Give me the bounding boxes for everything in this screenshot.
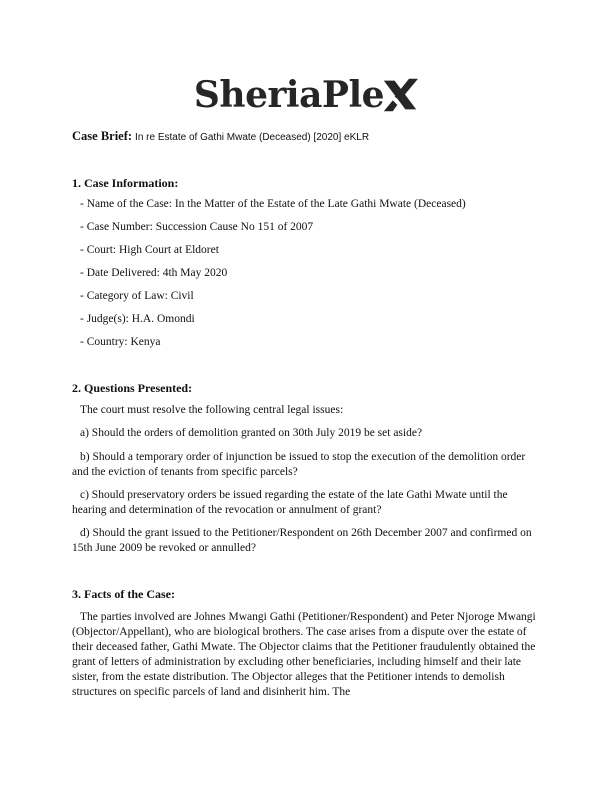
case-court: - Court: High Court at Eldoret (80, 244, 219, 256)
case-information-heading: 1. Case Information: (72, 176, 179, 190)
case-judges: - Judge(s): H.A. Omondi (80, 313, 195, 325)
facts-text: The parties involved are Johnes Mwangi Gathi (Petitioner/Respondent) and Peter Njoroge Mwangi (Objector/Appellant), who are biological brothers. The case arises from a dispute over the estate of their deceased father, Gathi Mwate. The Objector claims that the Petitioner fraudulently obtained the grant of letters of administration by excluding other beneficiaries, including himself and their late sister, from the estate distribution. The Objector alleges that the Petitioner intends to demolish structures on specific parcels of land and disinherit him. The (72, 611, 536, 698)
case-date: - Date Delivered: 4th May 2020 (80, 267, 228, 279)
case-brief-label: Case Brief: (72, 129, 133, 143)
question-b: b) Should a temporary order of injunction be issued to stop the execution of the demolition order and the eviction of tenants from specific parcels? (72, 451, 526, 478)
logo-x-mark-icon (382, 77, 418, 113)
question-a: a) Should the orders of demolition granted on 30th July 2019 be set aside? (80, 427, 423, 439)
case-brief-title: In re Estate of Gathi Mwate (Deceased) [2020] eKLR (135, 132, 370, 143)
facts-heading: 3. Facts of the Case: (72, 587, 175, 601)
questions-heading: 2. Questions Presented: (72, 381, 193, 395)
logo-text: SheriaPle (193, 74, 385, 116)
case-category: - Category of Law: Civil (80, 290, 194, 302)
question-d: d) Should the grant issued to the Petitioner/Respondent on 26th December 2007 and confirmed on 15th June 2009 be revoked or annulled? (72, 527, 532, 554)
case-country: - Country: Kenya (80, 336, 161, 348)
case-number: - Case Number: Succession Cause No 151 of 2007 (80, 221, 314, 233)
case-brief-header (72, 129, 369, 144)
questions-intro: The court must resolve the following central legal issues: (80, 404, 344, 416)
question-c: c) Should preservatory orders be issued regarding the estate of the late Gathi Mwate until the hearing and determination of the revocation or annulment of grant? (72, 489, 508, 516)
case-name: - Name of the Case: In the Matter of the Estate of the Late Gathi Mwate (Deceased) (80, 198, 466, 210)
sheriaplex-logo (0, 74, 612, 116)
